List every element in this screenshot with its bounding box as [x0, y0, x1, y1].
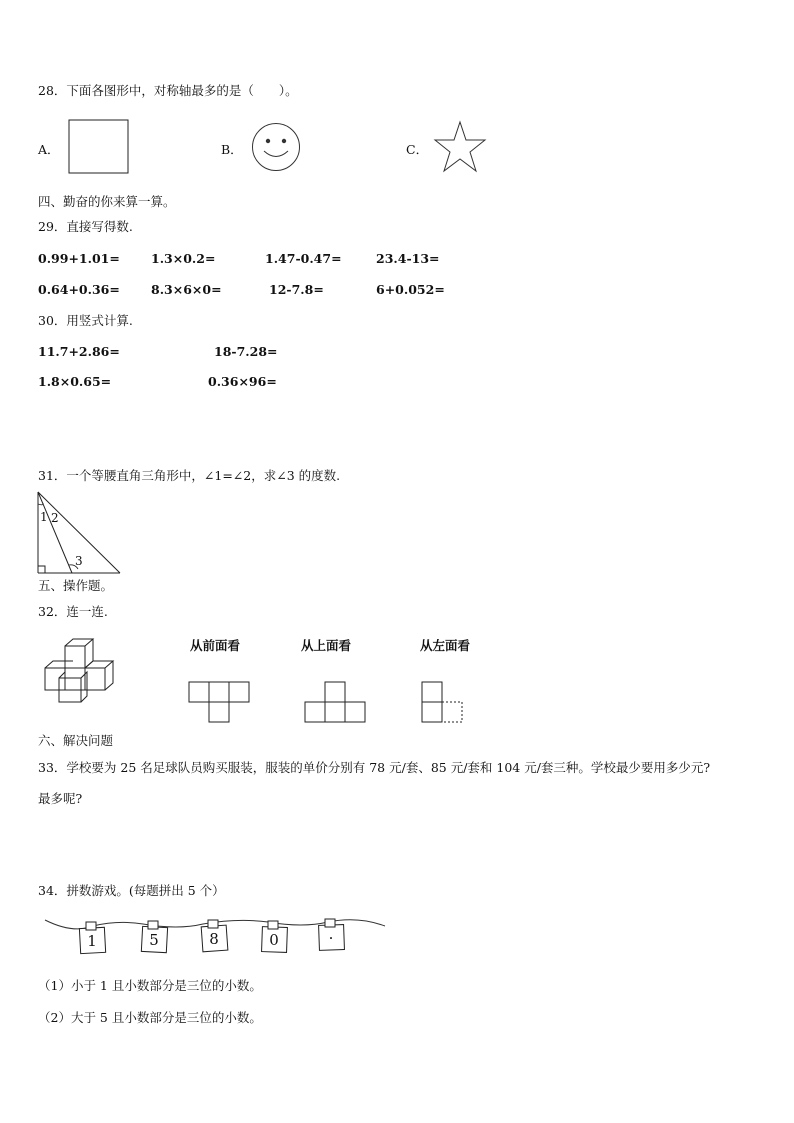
q28-option-a-label: A．	[38, 142, 60, 157]
q28-option-b-label: B．	[221, 142, 243, 157]
q30-stem: 30．用竖式计算.	[38, 313, 133, 328]
q34-stem: 34．拼数游戏。(每题拼出 5 个）	[38, 883, 225, 898]
q29-item: 23.4-13=	[376, 251, 440, 266]
q29-item: 8.3×6×0=	[151, 282, 222, 297]
q30-item: 11.7+2.86=	[38, 344, 120, 359]
q28-option-c-label: C．	[406, 142, 429, 157]
q34-sub1: （1）小于 1 且小数部分是三位的小数。	[38, 978, 262, 993]
q29-item: 0.64+0.36=	[38, 282, 120, 297]
q33-line1: 33．学校要为 25 名足球队员购买服装，服装的单价分别有 78 元/套、85 元/套和 104 元/套三种。学校最少要用多少元?	[38, 760, 711, 775]
front-view-shape	[188, 681, 250, 723]
view-front-label: 从前面看	[190, 638, 241, 653]
cube-stack-figure	[43, 638, 123, 704]
q29-item: 6+0.052=	[376, 282, 445, 297]
angle-1-label: 1	[40, 510, 48, 524]
q28-stem: 28．下面各图形中，对称轴最多的是（ ）。	[38, 83, 298, 98]
angle-2-label: 2	[51, 511, 59, 525]
q34-sub2: （2）大于 5 且小数部分是三位的小数。	[38, 1010, 262, 1025]
star-figure	[434, 121, 488, 175]
section6-title: 六、解决问题	[38, 733, 114, 748]
q29-item: 1.47-0.47=	[265, 251, 342, 266]
q30-item: 18-7.28=	[214, 344, 278, 359]
section4-title: 四、勤奋的你来算一算。	[38, 194, 176, 209]
number-cards-on-string	[43, 912, 389, 962]
q29-item: 1.3×0.2=	[151, 251, 216, 266]
number-card: 1	[87, 932, 97, 950]
left-view-shape	[421, 681, 463, 723]
number-card: 0	[269, 931, 279, 949]
section5-title: 五、操作题。	[38, 578, 114, 593]
q32-stem: 32．连一连.	[38, 604, 108, 619]
square-figure	[68, 119, 130, 175]
top-view-shape	[304, 681, 366, 723]
q30-item: 0.36×96=	[208, 374, 277, 389]
number-card: 8	[209, 930, 219, 948]
q29-item: 12-7.8=	[269, 282, 324, 297]
view-top-label: 从上面看	[301, 638, 352, 653]
decimal-point-card: ·	[328, 929, 334, 947]
view-left-label: 从左面看	[420, 638, 471, 653]
number-card: 5	[149, 931, 159, 949]
q29-item: 0.99+1.01=	[38, 251, 120, 266]
q33-line2: 最多呢?	[38, 791, 83, 806]
isosceles-right-triangle-figure	[36, 490, 126, 576]
angle-3-label: 3	[75, 554, 83, 568]
q30-item: 1.8×0.65=	[38, 374, 112, 389]
q29-stem: 29．直接写得数.	[38, 219, 133, 234]
q31-stem: 31．一个等腰直角三角形中，∠1=∠2，求∠3 的度数.	[38, 468, 341, 483]
smiley-face-figure	[251, 122, 303, 174]
